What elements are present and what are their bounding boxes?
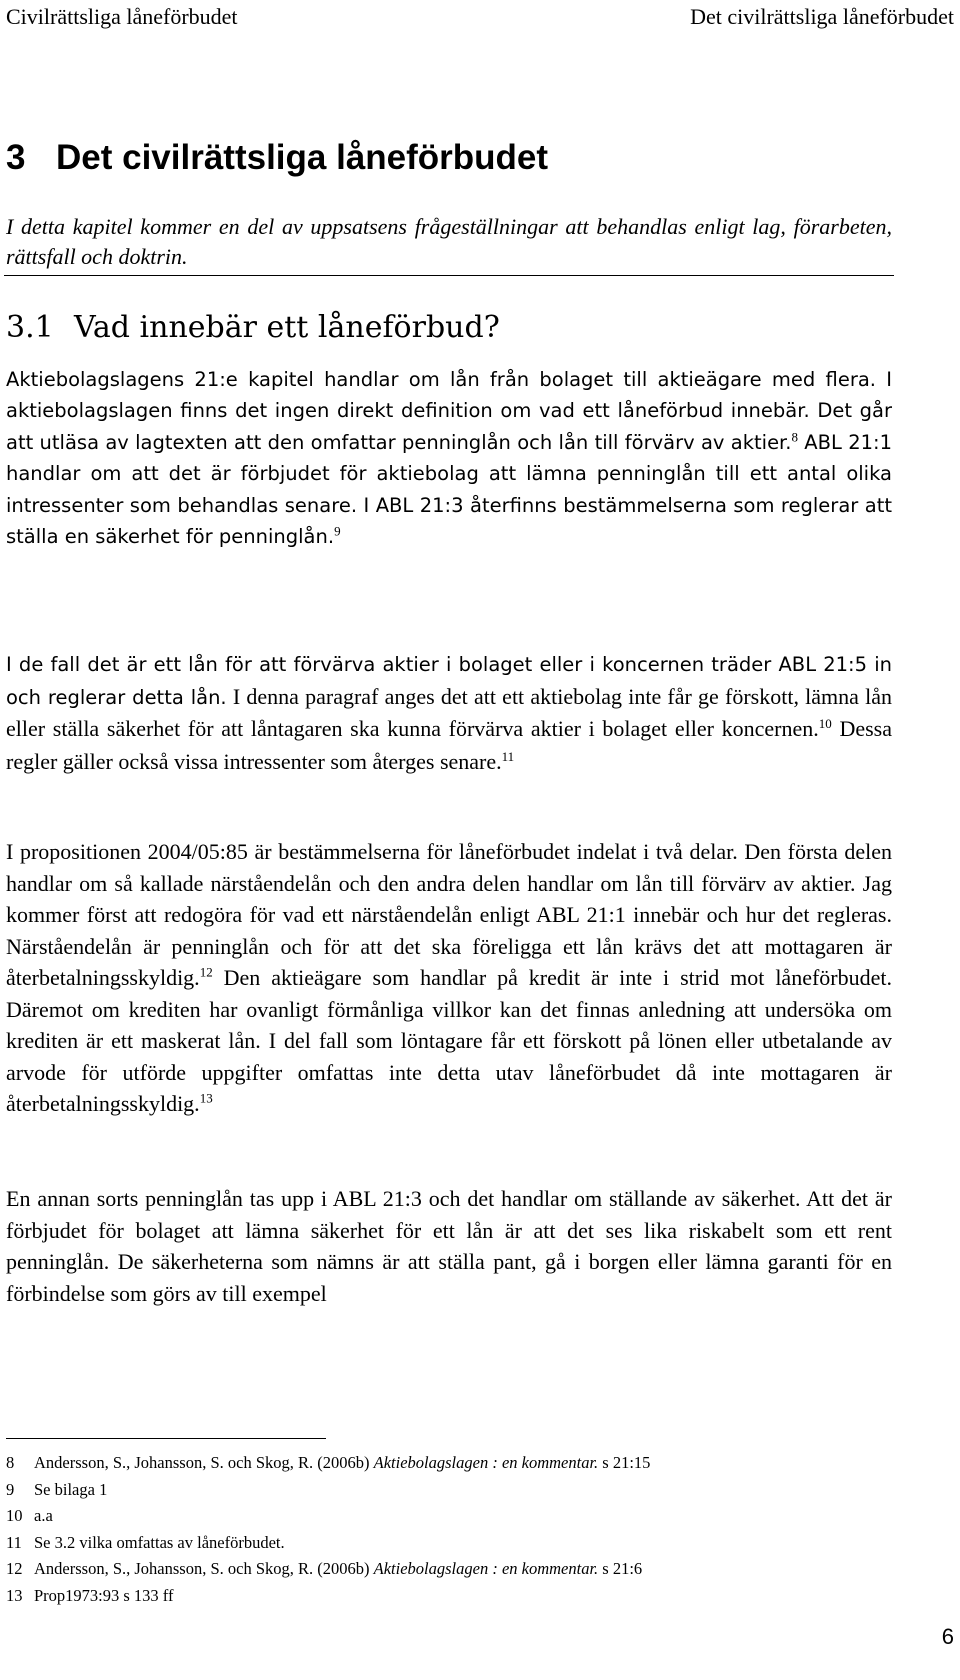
footnote-ref: 13 xyxy=(199,1090,213,1106)
paragraph-text: ABL 21:1 handlar om att det är förbjudet för aktiebolag att lämna penninglån till ett antal olika intressenter som behandlas senare. I ABL 21:3 återfinns bestämmelserna som reglerar att ställa en säkerhet för penninglån. xyxy=(6,430,892,549)
footnote-number: 10 xyxy=(6,1506,23,1525)
footnotes xyxy=(6,1450,906,1609)
paragraph-4: En annan sorts penninglån tas upp i ABL 21:3 och det handlar om ställande av säkerhet. Att det är förbjudet för bolaget att lämna säkerhet för ett lån är att det ses lika riskabelt som ett rent penninglån. De säkerheterna som nämns är att ställa pant, gå i borgen eller lämna garanti för en förbindelse som görs av till exempel xyxy=(6,1186,892,1306)
paragraph-text: Den aktieägare som handlar på kredit är inte i strid mot låneförbudet. Däremot om krediten har ovanligt förmånliga villkor kan det finnas anledning att undersöka om krediten är ett maskerat lån. I del fall som löntagare får ett förskott på lönen eller utbetalande av arvode för utförde uppgifter omfattas inte detta utav låneförbudet då inte mottagaren är återbetalningsskyldig. xyxy=(6,965,892,1116)
footnote-number: 12 xyxy=(6,1559,23,1578)
footnote xyxy=(6,1530,906,1557)
footnote xyxy=(6,1450,906,1477)
footnote-ref: 12 xyxy=(199,964,213,980)
footnote-ref: 10 xyxy=(818,716,832,732)
footnote-number: 13 xyxy=(6,1585,23,1605)
paragraph-text: Aktiebolagslagens 21:e kapitel handlar om lån från bolaget till aktieägare med flera. I aktiebolagslagen finns det ingen direkt definition om vad ett låneförbud innebär. Det går att utläsa av lagtexten att den omfattar penninglån och lån till förvärv av aktier. xyxy=(6,368,892,454)
footnote-text: Prop1973:93 s 133 ff xyxy=(34,1585,174,1605)
paragraph-1 xyxy=(6,364,892,552)
footnote-text: Andersson, S., Johansson, S. och Skog, R. (2006b) xyxy=(34,1453,374,1472)
footnote-text: Se bilaga 1 xyxy=(34,1479,108,1499)
footnote xyxy=(6,1477,906,1504)
footnote-title: Aktiebolagslagen : en kommentar. xyxy=(373,1559,599,1578)
chapter-intro: I detta kapitel kommer en del av uppsatsens frågeställningar att behandlas enligt lag, förarbeten, rättsfall och doktrin. xyxy=(6,214,892,269)
footnote xyxy=(6,1503,906,1530)
footnote-page: s 21:6 xyxy=(598,1559,643,1578)
paragraph-text: I denna paragraf anges det att ett aktiebolag inte får ge förskott, lämna lån eller ställa säkerhet för att låntagaren ska kunna förvärva aktier i bolaget eller koncernen. xyxy=(6,683,892,742)
paragraph-text: I propositionen 2004/05:85 är bestämmelserna för låneförbudet indelat i två delar. Den första delen handlar om så kallade närståendelån och den andra delen handlar om lån till förvärv av aktier. Jag kommer först att redogöra för vad ett närståendelån enligt ABL 21:1 innebär och hur det regleras. Närståendelån är penninglån och för att det ska föreligga ett lån krävs det att mottagaren är återbetalningsskyldig. xyxy=(6,839,892,990)
footnote-number: 8 xyxy=(6,1453,15,1472)
section-number: 3.1 xyxy=(6,310,54,345)
footnote-ref: 9 xyxy=(334,523,341,539)
footnote xyxy=(6,1556,906,1583)
footnote-title: Aktiebolagslagen : en kommentar. xyxy=(373,1453,599,1472)
section-heading xyxy=(6,308,500,348)
footnote xyxy=(6,1583,906,1610)
running-header-right: Det civilrättsliga låneförbudet xyxy=(690,4,954,29)
footnote-text: a.a xyxy=(34,1506,53,1525)
paragraph-3 xyxy=(6,836,892,1120)
paragraph-2 xyxy=(6,649,892,778)
footnote-ref: 8 xyxy=(791,429,798,445)
section-title: Vad innebär ett låneförbud? xyxy=(74,310,500,345)
page-number: 6 xyxy=(941,1624,954,1649)
horizontal-rule xyxy=(4,275,894,276)
footnote-text: Andersson, S., Johansson, S. och Skog, R. (2006b) xyxy=(34,1559,374,1578)
footnote-page: s 21:15 xyxy=(598,1453,651,1472)
footnote-ref: 11 xyxy=(501,748,515,764)
chapter-title: Det civilrättsliga låneförbudet xyxy=(56,138,549,177)
footnote-number: 11 xyxy=(6,1532,22,1552)
footnote-number: 9 xyxy=(6,1479,15,1499)
paragraph-text: Dessa regler gäller också vissa intressenter som återges senare. xyxy=(6,716,892,774)
footnote-text: Se 3.2 vilka omfattas av låneförbudet. xyxy=(34,1532,285,1552)
paragraph-text: I de fall det är ett lån för att förvärva aktier i bolaget eller i koncernen träder ABL 21:5 in och reglerar detta lån. xyxy=(6,653,892,709)
chapter-number: 3 xyxy=(6,138,26,177)
footnote-separator xyxy=(6,1438,326,1439)
chapter-heading xyxy=(6,136,548,180)
running-header-left: Civilrättsliga låneförbudet xyxy=(6,4,238,29)
